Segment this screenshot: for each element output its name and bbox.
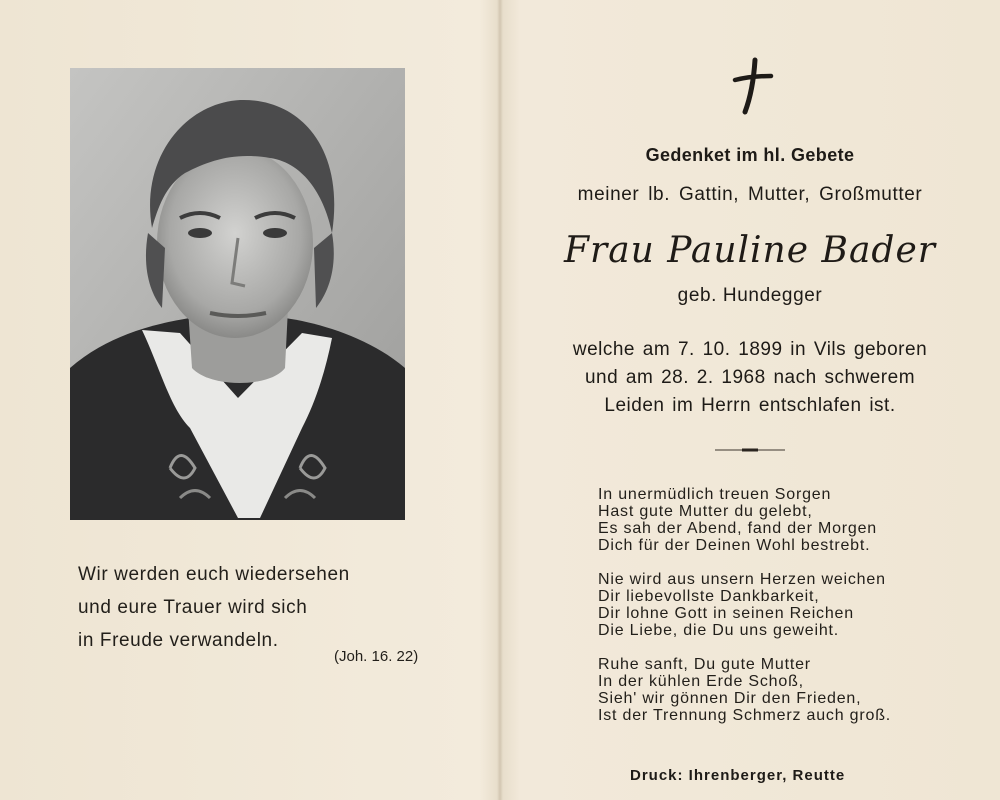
poem-stanza: [598, 486, 958, 554]
poem-line: Es sah der Abend, fand der Morgen: [598, 520, 878, 537]
poem-line: Ist der Trennung Schmerz auch groß.: [598, 707, 892, 724]
dates-line: welche am 7. 10. 1899 in Vils geboren: [572, 339, 928, 360]
poem-line: Dich für der Deinen Wohl bestrebt.: [598, 537, 871, 554]
printer-credit: Druck: Ihrenberger, Reutte: [630, 767, 846, 784]
card-fold: [497, 0, 503, 800]
poem-line: Dir lohne Gott in seinen Reichen: [598, 605, 854, 622]
deceased-name: Frau Pauline Bader: [564, 230, 936, 271]
bible-verse: [78, 558, 458, 657]
poem-line: Sieh' wir gönnen Dir den Frieden,: [598, 690, 862, 707]
poem-stanza: [598, 656, 958, 724]
portrait-illustration: [70, 68, 405, 520]
poem-stanza: [598, 571, 958, 639]
poem-line: In unermüdlich treuen Sorgen: [598, 486, 832, 503]
maiden-name: geb. Hundegger: [677, 285, 823, 306]
verse-line: Wir werden euch wiedersehen: [78, 564, 350, 585]
poem-line: Ruhe sanft, Du gute Mutter: [598, 656, 811, 673]
memorial-poem: [598, 486, 958, 741]
verse-line: in Freude verwandeln.: [78, 630, 279, 651]
verse-citation: (Joh. 16. 22): [334, 648, 419, 665]
portrait-photo: [70, 68, 405, 520]
cross-icon: [725, 56, 775, 116]
verse-line: und eure Trauer wird sich: [78, 597, 308, 618]
dates-line: Leiden im Herrn entschlafen ist.: [604, 395, 896, 416]
prayer-heading: Gedenket im hl. Gebete: [645, 145, 855, 165]
poem-line: Die Liebe, die Du uns geweiht.: [598, 622, 840, 639]
relation-line: meiner lb. Gattin, Mutter, Großmutter: [577, 184, 923, 205]
text-panel: [520, 0, 980, 800]
poem-line: Nie wird aus unsern Herzen weichen: [598, 571, 886, 588]
poem-line: Dir liebevollste Dankbarkeit,: [598, 588, 820, 605]
ornament-divider: [715, 448, 785, 452]
dates-line: und am 28. 2. 1968 nach schwerem: [584, 367, 916, 388]
poem-line: Hast gute Mutter du gelebt,: [598, 503, 813, 520]
poem-line: In der kühlen Erde Schoß,: [598, 673, 804, 690]
